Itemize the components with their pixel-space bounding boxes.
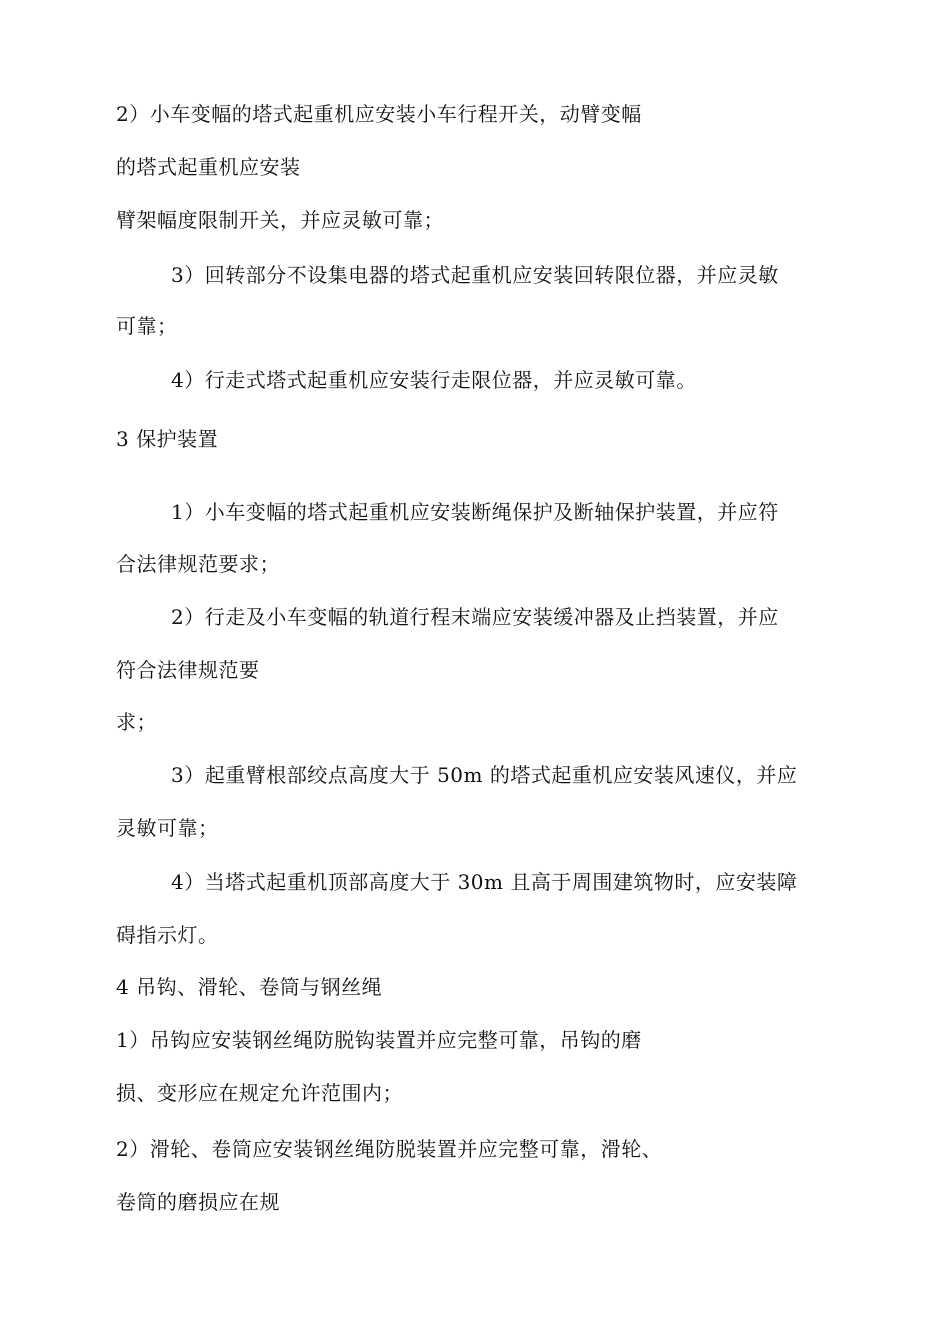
paragraph-line: 3）起重臂根部绞点高度大于 50m 的塔式起重机应安装风速仪，并应 — [171, 763, 798, 787]
paragraph-line: 合法律规范要求； — [116, 552, 280, 576]
paragraph-line: 符合法律规范要 — [116, 658, 260, 682]
paragraph-line: 4）当塔式起重机顶部高度大于 30m 且高于周围建筑物时，应安装障 — [171, 870, 798, 894]
paragraph-line: 灵敏可靠； — [116, 816, 219, 840]
paragraph-line: 可靠； — [116, 314, 178, 338]
paragraph-line: 1）小车变幅的塔式起重机应安装断绳保护及断轴保护装置，并应符 — [171, 500, 779, 524]
paragraph-line: 4）行走式塔式起重机应安装行走限位器，并应灵敏可靠。 — [171, 368, 697, 392]
section-heading: 3 保护装置 — [116, 427, 219, 451]
paragraph-line: 2）小车变幅的塔式起重机应安装小车行程开关，动臂变幅 — [116, 102, 642, 126]
paragraph-line: 碍指示灯。 — [116, 923, 219, 947]
paragraph-line: 2）行走及小车变幅的轨道行程末端应安装缓冲器及止挡装置，并应 — [171, 605, 779, 629]
paragraph-line: 卷筒的磨损应在规 — [116, 1190, 280, 1214]
section-heading: 4 吊钩、滑轮、卷筒与钢丝绳 — [116, 975, 383, 999]
paragraph-line: 1）吊钩应安装钢丝绳防脱钩装置并应完整可靠，吊钩的磨 — [116, 1028, 642, 1052]
paragraph-line: 的塔式起重机应安装 — [116, 155, 301, 179]
paragraph-line: 3）回转部分不设集电器的塔式起重机应安装回转限位器，并应灵敏 — [171, 263, 779, 287]
paragraph-line: 臂架幅度限制开关，并应灵敏可靠； — [116, 208, 444, 232]
paragraph-line: 损、变形应在规定允许范围内； — [116, 1081, 403, 1105]
paragraph-line: 2）滑轮、卷筒应安装钢丝绳防脱装置并应完整可靠，滑轮、 — [116, 1137, 663, 1161]
paragraph-line: 求； — [116, 710, 157, 734]
